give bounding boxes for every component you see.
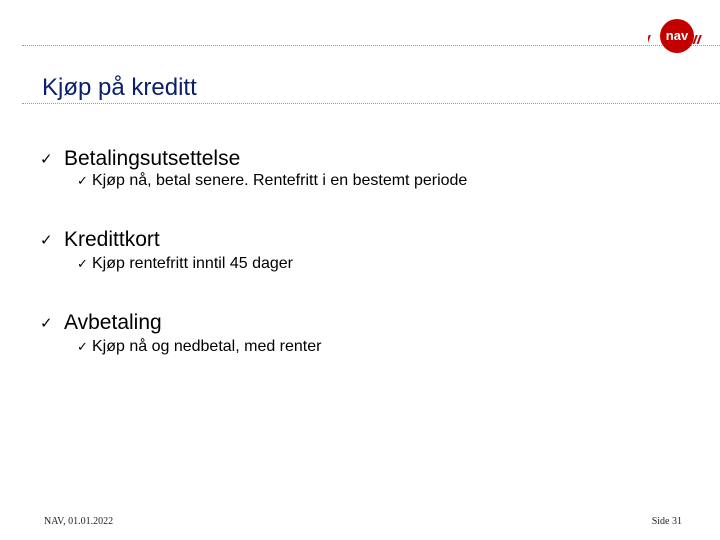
sub-bullet-kredittkort — [77, 255, 293, 273]
sub-bullet-avbetaling — [77, 338, 321, 356]
top-divider — [22, 45, 720, 46]
logo-text: nav — [665, 28, 689, 43]
checkmark-icon: ✓ — [77, 173, 88, 189]
checkmark-icon: ✓ — [40, 314, 53, 332]
page-number: Side 31 — [651, 516, 682, 527]
footer-date: NAV, 01.01.2022 — [44, 516, 114, 527]
slide-title: Kjøp på kreditt — [42, 74, 197, 101]
nav-logo — [648, 18, 710, 54]
bullet-label: Avbetaling — [64, 311, 162, 334]
title-divider — [22, 103, 720, 104]
checkmark-icon: ✓ — [77, 256, 88, 272]
sub-bullet-label: Kjøp nå og nedbetal, med renter — [92, 338, 322, 355]
bullet-kredittkort — [40, 228, 160, 252]
bullet-label: Kredittkort — [64, 228, 160, 251]
checkmark-icon: ✓ — [40, 150, 53, 168]
bullet-avbetaling — [40, 311, 162, 335]
checkmark-icon: ✓ — [77, 339, 88, 355]
sub-bullet-betalingsutsettelse — [77, 172, 467, 190]
checkmark-icon: ✓ — [40, 231, 53, 249]
bullet-betalingsutsettelse — [40, 147, 240, 171]
sub-bullet-label: Kjøp rentefritt inntil 45 dager — [92, 255, 293, 272]
sub-bullet-label: Kjøp nå, betal senere. Rentefritt i en bestemt periode — [92, 172, 468, 189]
bullet-label: Betalingsutsettelse — [64, 147, 241, 170]
